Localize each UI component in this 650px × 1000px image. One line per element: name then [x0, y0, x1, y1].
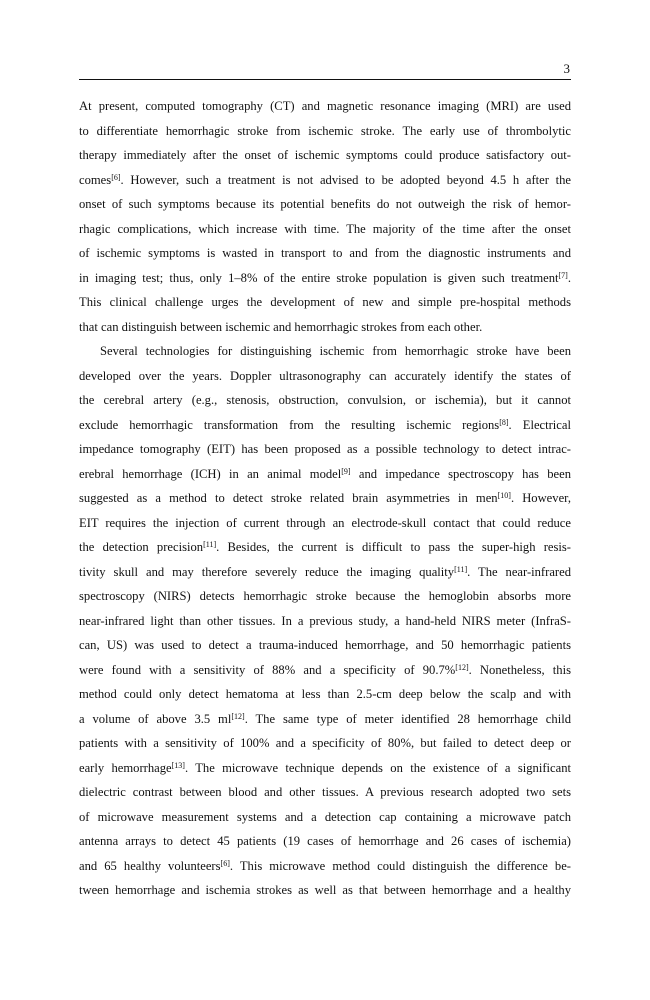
- text-line: At present, computed tomography (CT) and magnetic resonance imaging (MRI) are used: [79, 99, 571, 113]
- text-line: antenna arrays to detect 45 patients (19 cases of hemorrhage and 26 cases of ischemia): [79, 834, 571, 848]
- text-line: impedance tomography (EIT) has been proposed as a possible technology to detect intrac-: [79, 442, 571, 456]
- text-line: comes[6]. However, such a treatment is not advised to be adopted beyond 4.5 h after the: [79, 172, 571, 187]
- text-line: the detection precision[11]. Besides, the current is difficult to pass the super-high resis-: [79, 540, 571, 554]
- text-line: of ischemic symptoms is wasted in transport to and from the diagnostic instruments and: [79, 246, 571, 260]
- page-number: 3: [563, 61, 570, 76]
- text-line: suggested as a method to detect stroke related brain asymmetries in men[10]. However,: [79, 491, 571, 505]
- text-line: method could only detect hematoma at less than 2.5-cm deep below the scalp and with: [79, 687, 571, 701]
- text-line: of microwave measurement systems and a detection cap containing a microwave patch: [79, 809, 571, 824]
- text-line: were found with a sensitivity of 88% and a specificity of 90.7%[12]. Nonetheless, this: [79, 662, 571, 677]
- text-line: Several technologies for distinguishing ischemic from hemorrhagic stroke have been: [100, 344, 571, 358]
- text-line: can, US) was used to detect a trauma-induced hemorrhage, and 50 hemorrhagic patients: [79, 638, 571, 652]
- citation: [10]: [497, 491, 511, 500]
- text-line: rhagic complications, which increase with time. The majority of the time after the onset: [79, 221, 571, 236]
- body-text: [79, 94, 571, 903]
- citation: [6]: [111, 172, 121, 182]
- citation: [13]: [171, 760, 185, 770]
- text-line: to differentiate hemorrhagic stroke from ischemic stroke. The early use of thrombolytic: [79, 123, 571, 138]
- citation: [11]: [454, 564, 468, 574]
- citation: [8]: [499, 417, 509, 427]
- text-line: exclude hemorrhagic transformation from the resulting ischemic regions[8]. Electrical: [79, 417, 571, 432]
- citation: [6]: [220, 858, 230, 868]
- text-line: tween hemorrhage and ischemia strokes as well as that between hemorrhage and a healthy: [79, 883, 571, 897]
- citation: [12]: [231, 711, 245, 721]
- text-line: the cerebral artery (e.g., stenosis, obstruction, convulsion, or ischemia), but it cannot: [79, 393, 571, 407]
- text-line: erebral hemorrhage (ICH) in an animal model[9] and impedance spectroscopy has been: [79, 466, 571, 481]
- header-rule: [79, 79, 571, 80]
- text-line: patients with a sensitivity of 100% and a specificity of 80%, but failed to detect deep or: [79, 736, 571, 750]
- text-line: and 65 healthy volunteers[6]. This microwave method could distinguish the difference be-: [79, 858, 571, 873]
- text-line: near-infrared light than other tissues. In a previous study, a hand-held NIRS meter (InfraS-: [79, 613, 571, 628]
- citation: [11]: [203, 540, 217, 549]
- text-line: a volume of above 3.5 ml[12]. The same type of meter identified 28 hemorrhage child: [79, 711, 571, 726]
- text-line: tivity skull and may therefore severely reduce the imaging quality[11]. The near-infrared: [79, 564, 571, 579]
- text-line: early hemorrhage[13]. The microwave technique depends on the existence of a significant: [79, 760, 571, 775]
- text-line: that can distinguish between ischemic and hemorrhagic strokes from each other.: [79, 319, 483, 334]
- text-line: developed over the years. Doppler ultrasonography can accurately identify the states of: [79, 368, 571, 383]
- text-line: in imaging test; thus, only 1–8% of the entire stroke population is given such treatment[7].: [79, 270, 571, 285]
- text-line: onset of such symptoms because its potential benefits do not outweigh the risk of hemor-: [79, 197, 571, 211]
- text-line: EIT requires the injection of current through an electrode-skull contact that could reduce: [79, 515, 571, 530]
- citation: [12]: [455, 662, 469, 672]
- text-line: dielectric contrast between blood and other tissues. A previous research adopted two sets: [79, 785, 571, 799]
- text-line: spectroscopy (NIRS) detects hemorrhagic stroke because the hemoglobin absorbs more: [79, 589, 571, 603]
- text-line: This clinical challenge urges the development of new and simple pre-hospital methods: [79, 295, 571, 309]
- text-line: therapy immediately after the onset of ischemic symptoms could produce satisfactory out-: [79, 148, 571, 162]
- citation: [9]: [341, 466, 351, 476]
- citation: [7]: [558, 270, 568, 280]
